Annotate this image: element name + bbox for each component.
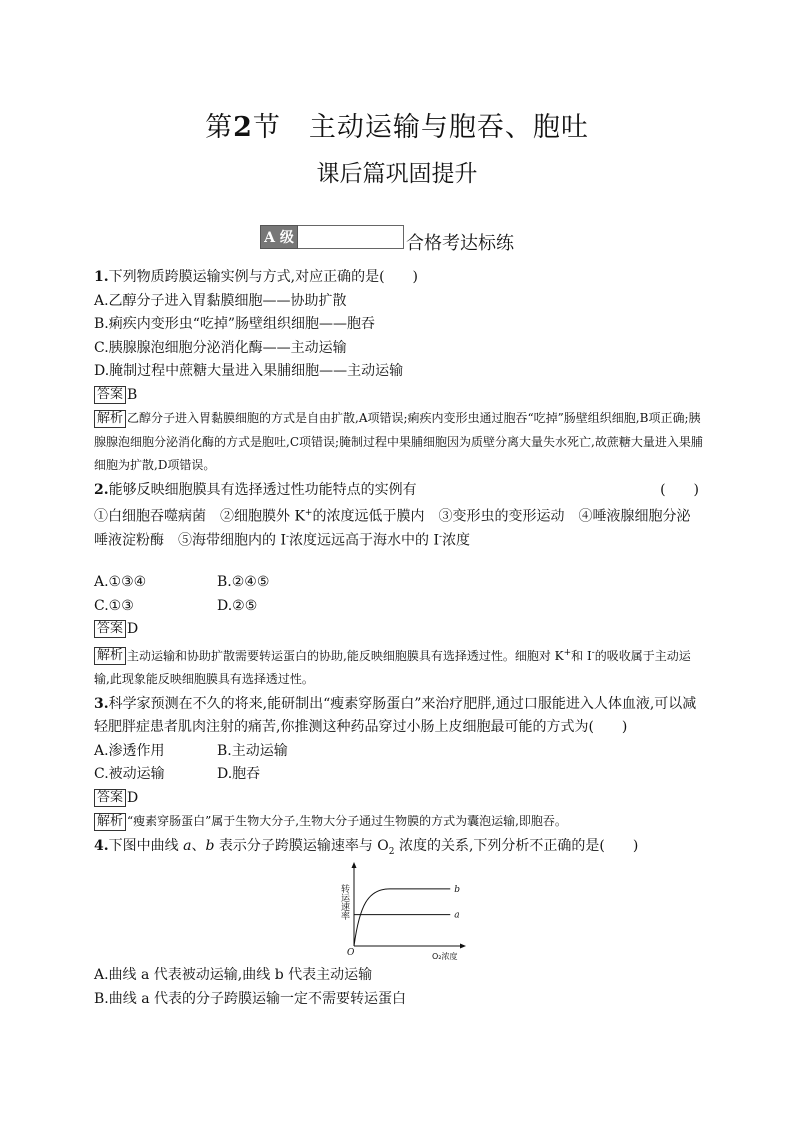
q2-answer: 答案 D — [94, 618, 704, 642]
origin-label: O — [347, 948, 355, 958]
q3-answer: 答案 D — [94, 787, 704, 811]
question-2-stem: 2.能够反映细胞膜具有选择透过性功能特点的实例有 ( ) — [94, 481, 699, 498]
question-1-stem: 1.下列物质跨膜运输实例与方式,对应正确的是( ) — [94, 269, 418, 285]
q1-answer: 答案 B — [94, 384, 704, 408]
q3-analysis: 解析 “瘦素穿肠蛋白”属于生物大分子,生物大分子通过生物膜的方式为囊泡运输,即胞吞。 — [94, 810, 704, 834]
x-axis-arrow — [460, 944, 466, 949]
q2-items-line-2: 唾液淀粉酶 ⑤海带细胞内的 I-浓度远远高于海水中的 I-浓度 — [94, 531, 471, 549]
page-title: 第2节 主动运输与胞吞、胞吐 — [205, 112, 589, 143]
q1-analysis: 解析 乙醇分子进入胃黏膜细胞的方式是自由扩散,A项错误;痢疾内变形虫通过胞吞“吃掉”肠壁组织细胞,B项正确;胰腺腺泡细胞分泌消化酶的方式是胞吐,C项错误;腌制过程中果脯细胞因为质壁分离大量失水死亡,故蔗糖大量进入果脯细胞为扩散,D项错误。 — [94, 410, 703, 472]
transport-rate-chart — [332, 860, 472, 960]
question-4-stem: 4.下图中曲线 a、b 表示分子跨膜运输速率与 $O_2$ 浓度的关系,下列分析不正确的是( ) — [94, 837, 639, 857]
analysis-label: 解析 — [94, 410, 126, 428]
page-subtitle: 课后篇巩固提升 — [316, 161, 478, 187]
curve-label-a: a — [454, 910, 460, 921]
answer-label: 答案 — [94, 386, 126, 404]
q3-options-row-1: A.渗透作用 B.主动运输 — [94, 742, 288, 759]
level-header — [260, 223, 514, 254]
curve-b — [354, 889, 450, 946]
q4-option-b: B.曲线 a 代表的分子跨膜运输一定不需要转运蛋白 — [94, 990, 406, 1007]
level-blank-box — [298, 225, 404, 249]
y-axis-label: 转运速率 — [339, 884, 349, 920]
level-tag: A 级 — [260, 225, 298, 249]
q2-options-row-1: A.①③④ B.②④⑤ — [94, 574, 270, 590]
curve-label-b: b — [454, 884, 461, 895]
q2-options-row-2: C.①③ D.②⑤ — [94, 597, 258, 614]
q1-option-d: D.腌制过程中蔗糖大量进入果脯细胞——主动运输 — [94, 363, 404, 379]
level-text: 合格考达标练 — [406, 233, 514, 254]
question-3-stem: 3.科学家预测在不久的将来,能研制出“瘦素穿肠蛋白”来治疗肥胖,通过口服能进入人体血液,可以减 — [94, 695, 697, 712]
x-axis-label: O₂浓度 — [432, 952, 458, 960]
q3-options-row-2: C.被动运输 D.胞吞 — [94, 766, 261, 782]
q2-analysis: 解析 主动运输和协助扩散需要转运蛋白的协助,能反映细胞膜具有选择透过性。细胞对 K+和 I-的吸收属于主动运输,此现象能反映细胞膜具有选择透过性。 — [94, 647, 691, 686]
q2-items-line-1: ①白细胞吞噬病菌 ②细胞膜外 K+的浓度远低于膜内 ③变形虫的变形运动 ④唾液腺细胞分泌 — [94, 508, 691, 525]
q1-option-a: A.乙醇分子进入胃黏膜细胞——协助扩散 — [94, 292, 347, 309]
series-layer — [354, 885, 460, 946]
questions — [94, 266, 704, 1011]
q1-option-b: B.痢疾内变形虫“吃掉”肠壁组织细胞——胞吞 — [94, 316, 376, 332]
q4-option-a: A.曲线 a 代表被动运输,曲线 b 代表主动运输 — [94, 967, 373, 983]
y-axis-arrow — [352, 862, 357, 868]
question-3-stem-2: 轻肥胖症患者肌肉注射的痛苦,你推测这种药品穿过小肠上皮细胞最可能的方式为( ) — [94, 719, 628, 735]
q1-option-c: C.胰腺腺泡细胞分泌消化酶——主动运输 — [94, 339, 347, 356]
